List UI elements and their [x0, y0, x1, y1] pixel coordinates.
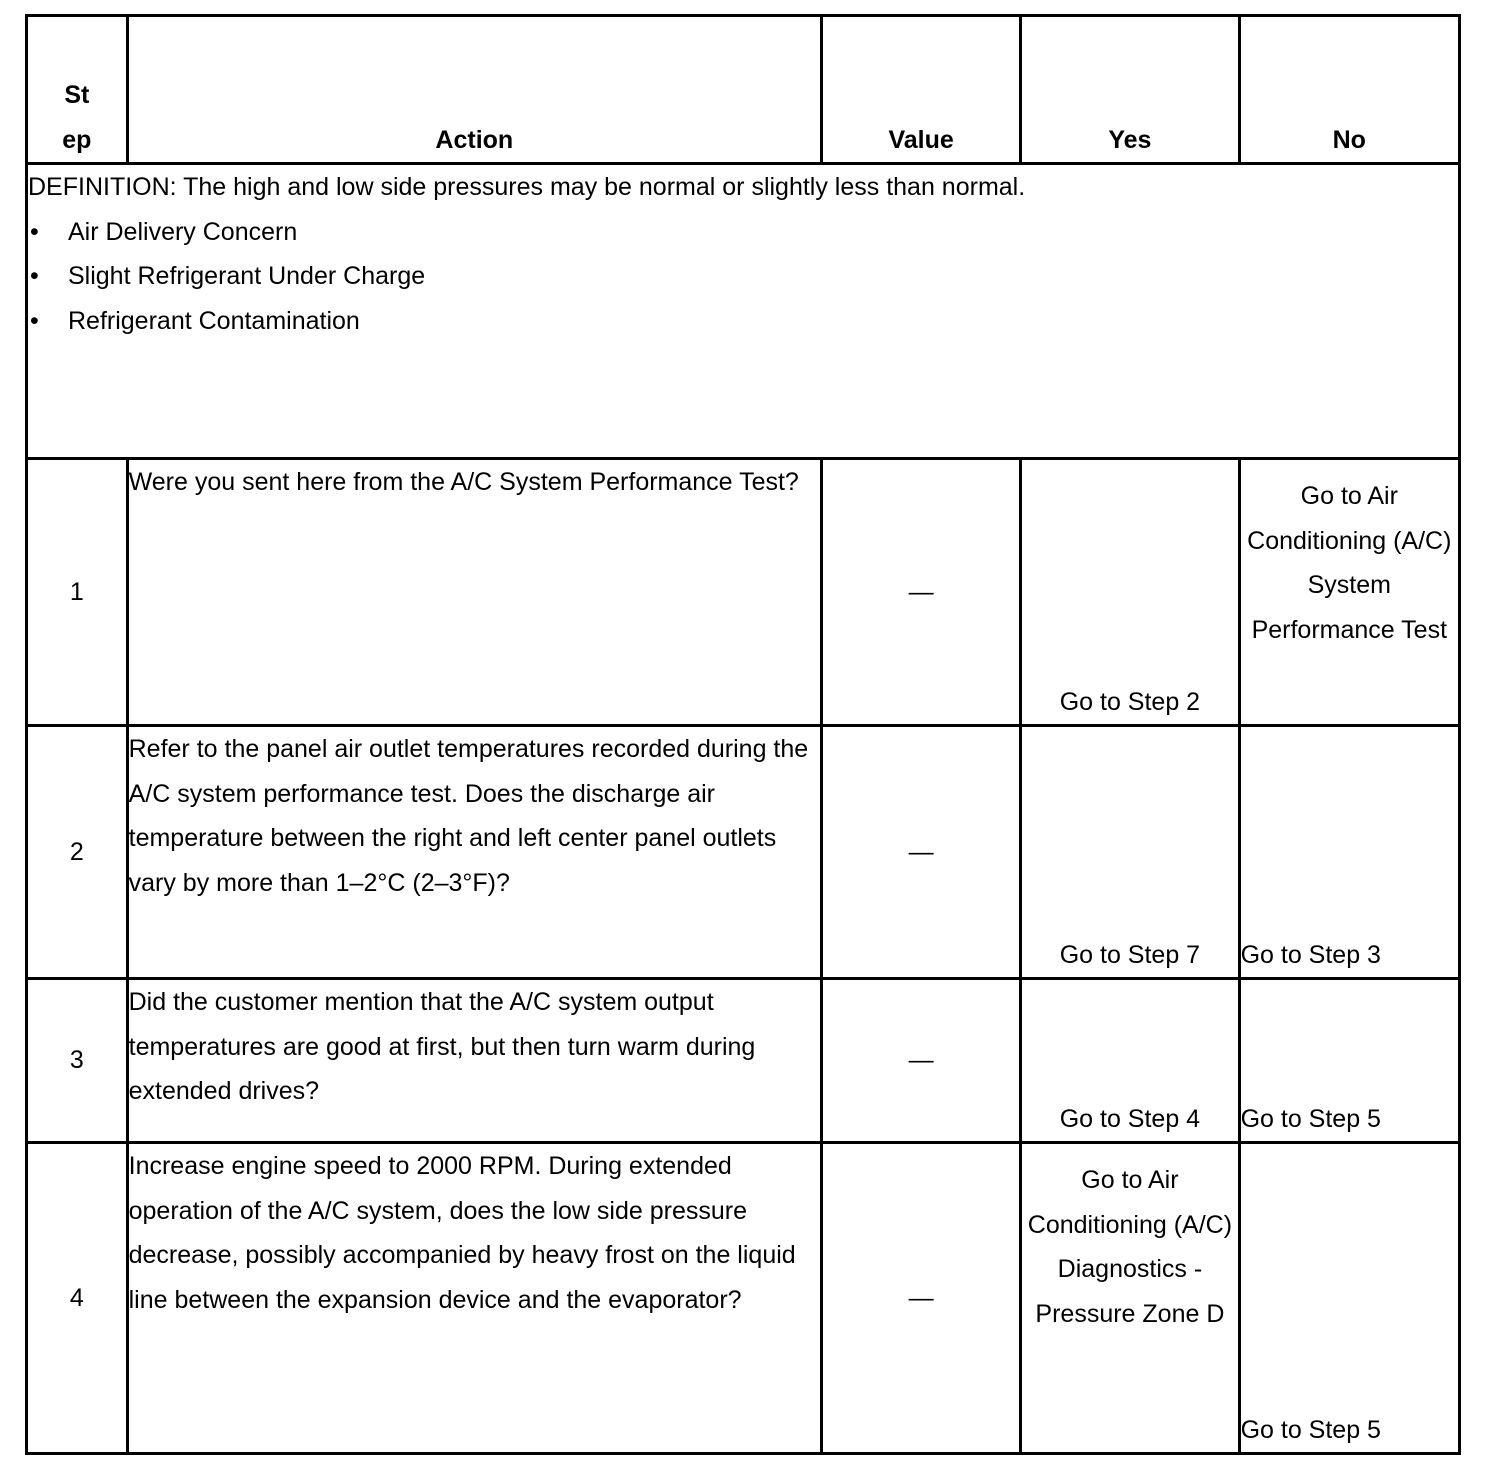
- header-yes: Yes: [1021, 16, 1239, 164]
- value-cell: —: [821, 1143, 1020, 1454]
- table-row-step-4: [27, 1143, 1460, 1454]
- no-result: Go to Step 5: [1239, 1143, 1459, 1454]
- no-result: Go to Step 5: [1239, 979, 1459, 1143]
- header-action: Action: [127, 16, 821, 164]
- yes-result: Go to Step 4: [1021, 979, 1239, 1143]
- yes-result: Go to Step 2: [1021, 459, 1239, 726]
- action-text: Increase engine speed to 2000 RPM. During extended operation of the A/C system, does the low side pressure decrease, possibly accompanied by heavy frost on the liquid line between the expansion device and the evaporator?: [127, 1143, 821, 1454]
- bullet-icon: •: [30, 262, 39, 290]
- value-cell: —: [821, 726, 1020, 979]
- value-cell: —: [821, 459, 1020, 726]
- no-result: Go to Air Conditioning (A/C) System Performance Test: [1239, 459, 1459, 726]
- action-text: Refer to the panel air outlet temperatures recorded during the A/C system performance test. Does the discharge air temperature between the right and left center panel outlets vary by more than 1–2°C (2–3°F)?: [127, 726, 821, 979]
- yes-result: Go to Air Conditioning (A/C) Diagnostics - Pressure Zone D: [1021, 1143, 1239, 1454]
- header-step: [27, 16, 128, 164]
- header-no: No: [1239, 16, 1459, 164]
- value-cell: —: [821, 979, 1020, 1143]
- definition-bullet: [28, 210, 1458, 255]
- step-number: 3: [27, 979, 128, 1143]
- definition-text: DEFINITION: The high and low side pressures may be normal or slightly less than normal.: [28, 173, 1026, 201]
- step-number: 1: [27, 459, 128, 726]
- definition-bullet-text: Refrigerant Contamination: [68, 306, 360, 335]
- step-number: 4: [27, 1143, 128, 1454]
- definition-bullet-text: Air Delivery Concern: [68, 217, 298, 246]
- yes-result: Go to Step 7: [1021, 726, 1239, 979]
- definition-cell: [27, 164, 1460, 459]
- header-step-line2: ep: [62, 125, 92, 154]
- bullet-icon: •: [30, 217, 39, 246]
- header-step-line1: St: [64, 81, 90, 109]
- no-result: Go to Step 3: [1239, 726, 1459, 979]
- definition-row: [27, 164, 1460, 459]
- bullet-icon: •: [30, 306, 39, 335]
- table-row-step-3: [27, 979, 1460, 1143]
- definition-bullet: [28, 254, 1458, 299]
- header-value: Value: [821, 16, 1020, 164]
- diagnostic-table: [25, 14, 1461, 1455]
- definition-bullet: [28, 299, 1458, 344]
- header-row: [27, 16, 1460, 164]
- action-text: Were you sent here from the A/C System Performance Test?: [127, 459, 821, 726]
- definition-bullet-text: Slight Refrigerant Under Charge: [68, 262, 426, 290]
- definition-bullet-list: [28, 210, 1458, 344]
- table-row-step-1: [27, 459, 1460, 726]
- action-text: Did the customer mention that the A/C system output temperatures are good at first, but then turn warm during extended drives?: [127, 979, 821, 1143]
- table-row-step-2: [27, 726, 1460, 979]
- step-number: 2: [27, 726, 128, 979]
